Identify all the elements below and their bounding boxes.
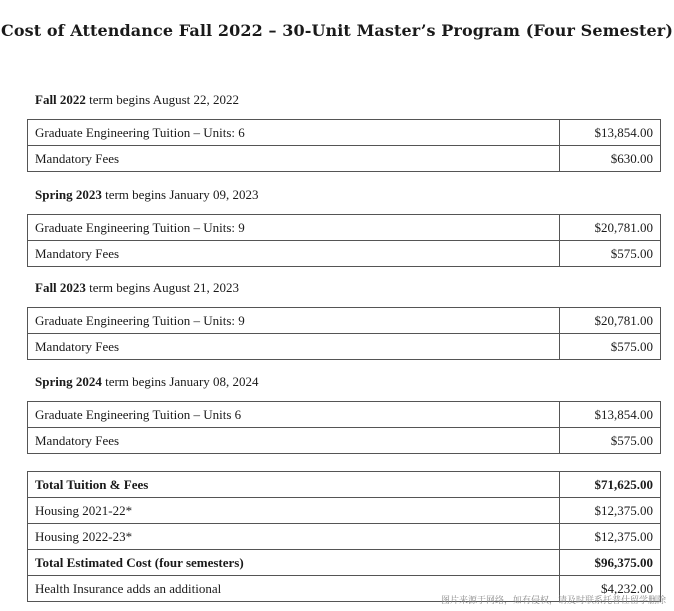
table-row [28,472,661,498]
fee-amount: $13,854.00 [560,120,661,146]
summary-amount: $96,375.00 [560,550,661,576]
table-row [28,241,661,267]
fee-amount: $575.00 [560,428,661,454]
fee-label: Mandatory Fees [28,428,560,454]
fee-label: Graduate Engineering Tuition – Units: 6 [28,120,560,146]
fee-amount: $20,781.00 [560,215,661,241]
fee-amount: $575.00 [560,241,661,267]
summary-label: Health Insurance adds an additional [28,576,560,602]
fee-table [27,401,661,454]
term-heading [35,187,259,203]
fee-label: Graduate Engineering Tuition – Units: 9 [28,215,560,241]
summary-amount: $12,375.00 [560,524,661,550]
table-row [28,524,661,550]
term-name: Fall 2023 [35,280,86,295]
table-row [28,428,661,454]
table-row [28,402,661,428]
summary-amount: $4,232.00 [560,576,661,602]
table-row [28,146,661,172]
term-start-date: term begins January 09, 2023 [101,187,259,202]
summary-amount: $71,625.00 [560,472,661,498]
term-name: Spring 2023 [35,187,102,202]
table-row [28,215,661,241]
table-row [28,334,661,360]
term-heading [35,374,259,390]
summary-table [27,471,661,602]
fee-table [27,307,661,360]
fee-amount: $20,781.00 [560,308,661,334]
term-name: Fall 2022 [35,92,86,107]
table-row [28,308,661,334]
fee-amount: $630.00 [560,146,661,172]
term-heading [35,92,239,108]
fee-table [27,214,661,267]
fee-amount: $13,854.00 [560,402,661,428]
term-heading [35,280,239,296]
summary-label: Housing 2022-23* [28,524,560,550]
term-start-date: term begins August 22, 2022 [85,92,240,107]
watermark-text: 图片来源于网络，如有侵权，请及时联系托普仕留学删除 [440,596,666,606]
page-title: Cost of Attendance Fall 2022 – 30-Unit Master’s Program (Four Semester) [0,21,673,40]
fee-label: Mandatory Fees [28,241,560,267]
summary-label: Housing 2021-22* [28,498,560,524]
summary-label: Total Tuition & Fees [28,472,560,498]
table-row [28,550,661,576]
term-start-date: term begins August 21, 2023 [85,280,240,295]
term-name: Spring 2024 [35,374,102,389]
term-start-date: term begins January 08, 2024 [101,374,259,389]
summary-amount: $12,375.00 [560,498,661,524]
table-row [28,498,661,524]
fee-label: Mandatory Fees [28,146,560,172]
fee-label: Graduate Engineering Tuition – Units 6 [28,402,560,428]
fee-table [27,119,661,172]
summary-label: Total Estimated Cost (four semesters) [28,550,560,576]
fee-label: Graduate Engineering Tuition – Units: 9 [28,308,560,334]
fee-label: Mandatory Fees [28,334,560,360]
fee-amount: $575.00 [560,334,661,360]
table-row [28,120,661,146]
